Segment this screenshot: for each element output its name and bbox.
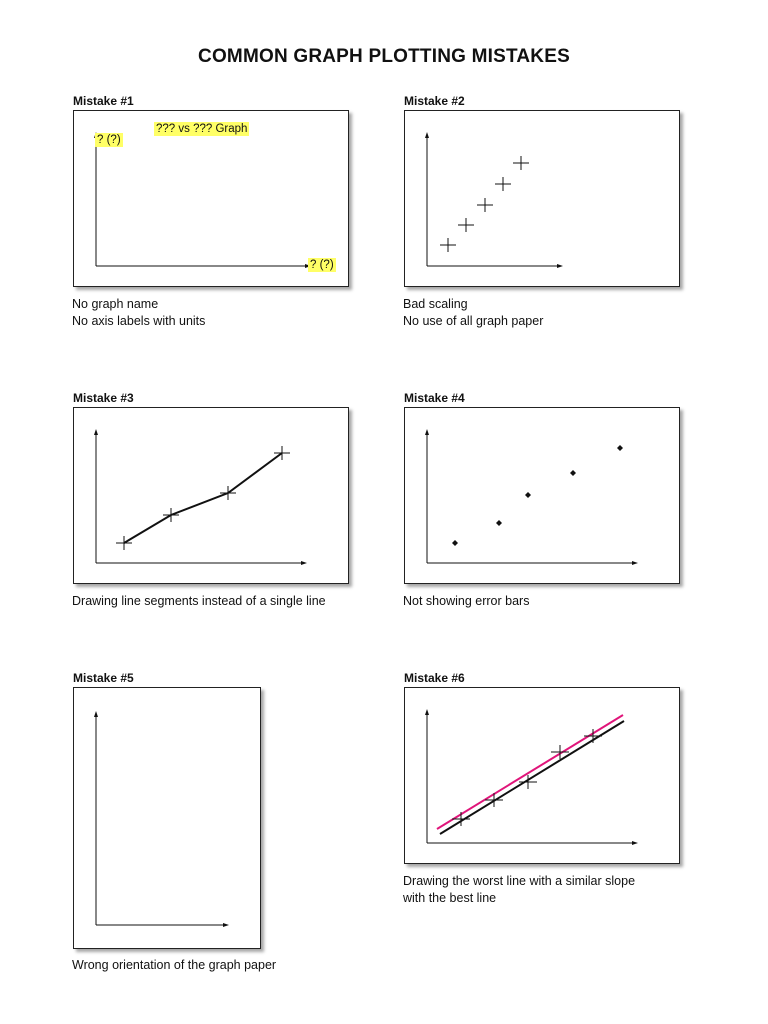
data-point-cross — [584, 729, 602, 743]
y-axis-label-placeholder: ? (?) — [97, 134, 121, 146]
mistake-1-label: Mistake #1 — [73, 94, 134, 108]
mistake-3-caption — [72, 593, 326, 610]
mistake-3-graph — [73, 407, 349, 584]
y-axis-arrow-icon — [94, 711, 98, 717]
x-axis-arrow-icon — [223, 923, 229, 927]
data-point-cross — [440, 238, 456, 252]
data-point-cross — [495, 177, 511, 191]
y-axis-arrow-icon — [425, 132, 429, 138]
data-point-dot — [570, 470, 576, 476]
mistake-5-caption — [72, 957, 276, 974]
mistake-2-label: Mistake #2 — [404, 94, 465, 108]
graph-title-placeholder: ??? vs ??? Graph — [156, 123, 248, 135]
data-point-cross — [477, 198, 493, 212]
caption-line: Not showing error bars — [403, 594, 530, 608]
mistake-1-graph — [73, 110, 349, 287]
mistake-6-graph — [404, 687, 680, 864]
caption-line: Drawing line segments instead of a single line — [72, 594, 326, 608]
mistake-5-label: Mistake #5 — [73, 671, 134, 685]
caption-line: No graph name — [72, 297, 159, 311]
y-axis-arrow-icon — [425, 709, 429, 715]
mistake-1-caption — [72, 296, 205, 330]
data-point-cross — [163, 508, 179, 522]
mistake-6-label: Mistake #6 — [404, 671, 465, 685]
mistake-3-plot — [74, 408, 348, 583]
mistake-4-plot — [405, 408, 679, 583]
page-title: COMMON GRAPH PLOTTING MISTAKES — [198, 46, 570, 67]
mistake-4-caption — [403, 593, 529, 610]
mistake-2-graph — [404, 110, 680, 287]
worst-fit-line — [437, 715, 623, 829]
best-fit-line — [440, 721, 624, 834]
x-axis-arrow-icon — [632, 841, 638, 845]
segmented-line — [124, 453, 282, 543]
mistake-4-label: Mistake #4 — [404, 391, 465, 405]
caption-line: Bad scaling — [403, 297, 468, 311]
data-point-dot — [496, 520, 502, 526]
mistake-2-caption — [403, 296, 543, 330]
x-axis-label-placeholder: ? (?) — [310, 259, 334, 271]
x-axis-arrow-icon — [557, 264, 563, 268]
x-axis-arrow-icon — [632, 561, 638, 565]
data-point-dot — [525, 492, 531, 498]
mistake-6-caption — [403, 873, 635, 907]
mistake-4-graph — [404, 407, 680, 584]
data-point-cross — [458, 218, 474, 232]
data-point-dot — [452, 540, 458, 546]
caption-line: No axis labels with units — [72, 314, 206, 328]
caption-line: No use of all graph paper — [403, 314, 544, 328]
data-point-cross — [116, 536, 132, 550]
caption-line: with the best line — [403, 891, 497, 905]
mistake-5-axes — [74, 688, 260, 948]
x-axis-arrow-icon — [301, 561, 307, 565]
y-axis-arrow-icon — [94, 429, 98, 435]
caption-line: Wrong orientation of the graph paper — [72, 958, 277, 972]
mistake-6-plot — [405, 688, 679, 863]
caption-line: Drawing the worst line with a similar slope — [403, 874, 636, 888]
mistake-2-plot — [405, 111, 679, 286]
data-point-cross — [513, 156, 529, 170]
mistake-5-graph — [73, 687, 261, 949]
y-axis-arrow-icon — [425, 429, 429, 435]
data-point-dot — [617, 445, 623, 451]
mistake-3-label: Mistake #3 — [73, 391, 134, 405]
